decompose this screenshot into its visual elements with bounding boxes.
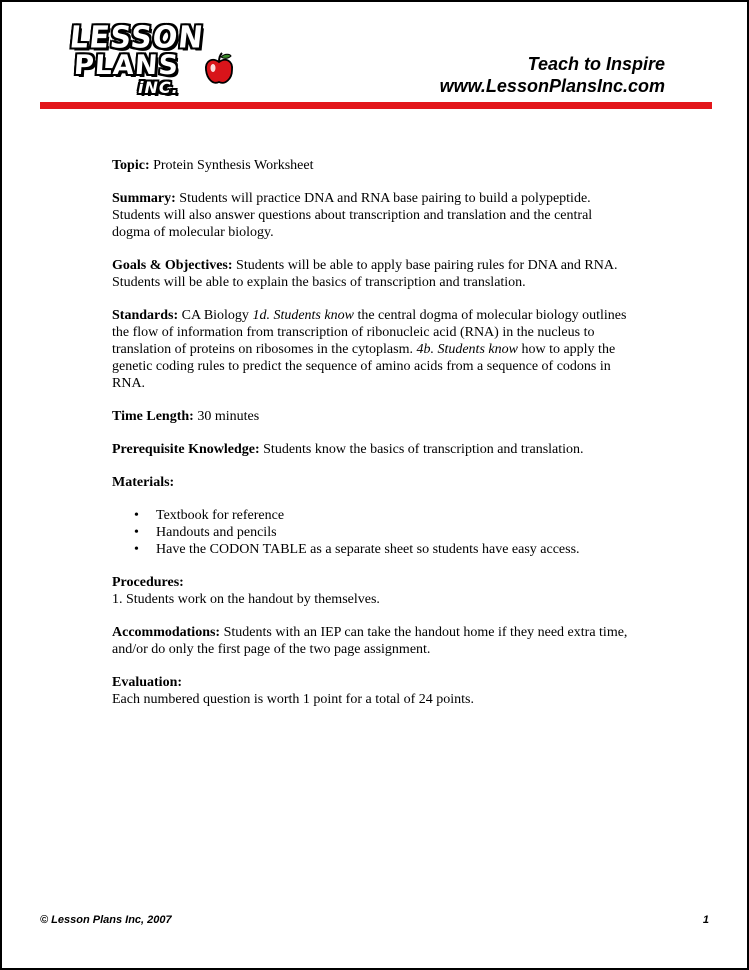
procedures-label: Procedures:	[112, 575, 184, 590]
standards-text-2: the central dogma of molecular biology outlines the flow of information from transcription of ribonucleic acid (RNA) in the nucleus to translation of proteins on ribosomes in the cytoplasm.	[112, 308, 627, 357]
accommodations-paragraph	[112, 624, 632, 658]
goals-paragraph	[112, 257, 632, 291]
bullet-icon: •	[134, 542, 139, 557]
list-item	[112, 524, 632, 541]
topic-text: Protein Synthesis Worksheet	[149, 158, 314, 173]
standards-text-1: CA Biology	[178, 308, 253, 323]
summary-label: Summary:	[112, 191, 176, 206]
standards-ref-1d: 1d. Students know	[252, 308, 354, 323]
evaluation-paragraph	[112, 674, 632, 708]
header-divider	[40, 102, 712, 109]
page-number: 1	[702, 914, 709, 926]
standards-text-3: how to apply the genetic coding rules to predict the sequence of amino acids from a sequence of codons in RNA.	[112, 342, 616, 391]
bullet-icon: •	[134, 525, 139, 540]
materials-item-3: Have the CODON TABLE as a separate sheet so students have easy access.	[156, 542, 580, 557]
topic-paragraph	[112, 157, 632, 174]
materials-heading	[112, 474, 632, 491]
topic-label: Topic:	[112, 158, 150, 173]
procedures-text: 1. Students work on the handout by themselves.	[112, 592, 380, 607]
copyright-text: © Lesson Plans Inc, 2007	[40, 914, 172, 926]
summary-paragraph	[112, 190, 632, 241]
header-tagline	[365, 53, 665, 97]
procedures-paragraph	[112, 574, 632, 608]
standards-label: Standards:	[112, 308, 179, 323]
evaluation-label: Evaluation:	[112, 675, 183, 690]
evaluation-text: Each numbered question is worth 1 point for a total of 24 points.	[112, 692, 474, 707]
time-length-label: Time Length:	[112, 409, 194, 424]
bullet-icon: •	[134, 508, 139, 523]
website-link[interactable]: www.LessonPlansInc.com	[439, 76, 665, 96]
summary-text: Students will practice DNA and RNA base pairing to build a polypeptide. Students will also answer questions about transcription and translation and the central dogma of molecular biology.	[112, 191, 593, 240]
accommodations-text: Students with an IEP can take the handout home if they need extra time, and/or do only the first page of the two page assignment.	[112, 625, 628, 657]
apple-icon	[204, 52, 234, 86]
time-length-text: 30 minutes	[193, 409, 260, 424]
prerequisite-label: Prerequisite Knowledge:	[112, 442, 260, 457]
materials-item-2: Handouts and pencils	[156, 525, 277, 540]
prerequisite-paragraph	[112, 441, 632, 458]
lesson-content	[112, 157, 632, 724]
materials-label: Materials:	[112, 475, 175, 490]
tagline-text: Teach to Inspire	[527, 54, 665, 74]
accommodations-label: Accommodations:	[112, 625, 221, 640]
logo-line-2: PLANS	[72, 50, 181, 81]
lesson-plans-logo	[68, 18, 228, 100]
time-length-paragraph	[112, 408, 632, 425]
list-item	[112, 541, 632, 558]
materials-list	[112, 507, 632, 558]
standards-paragraph	[112, 307, 632, 392]
goals-text: Students will be able to apply base pairing rules for DNA and RNA. Students will be able to explain the basics of transcription and translation.	[112, 258, 618, 290]
logo-line-1: LESSON	[68, 19, 206, 55]
list-item	[112, 507, 632, 524]
standards-ref-4b: 4b. Students know	[416, 342, 518, 357]
prerequisite-text: Students know the basics of transcription and translation.	[259, 442, 584, 457]
logo-line-3: iNC.	[138, 78, 179, 97]
materials-item-1: Textbook for reference	[156, 508, 285, 523]
goals-label: Goals & Objectives:	[112, 258, 233, 273]
